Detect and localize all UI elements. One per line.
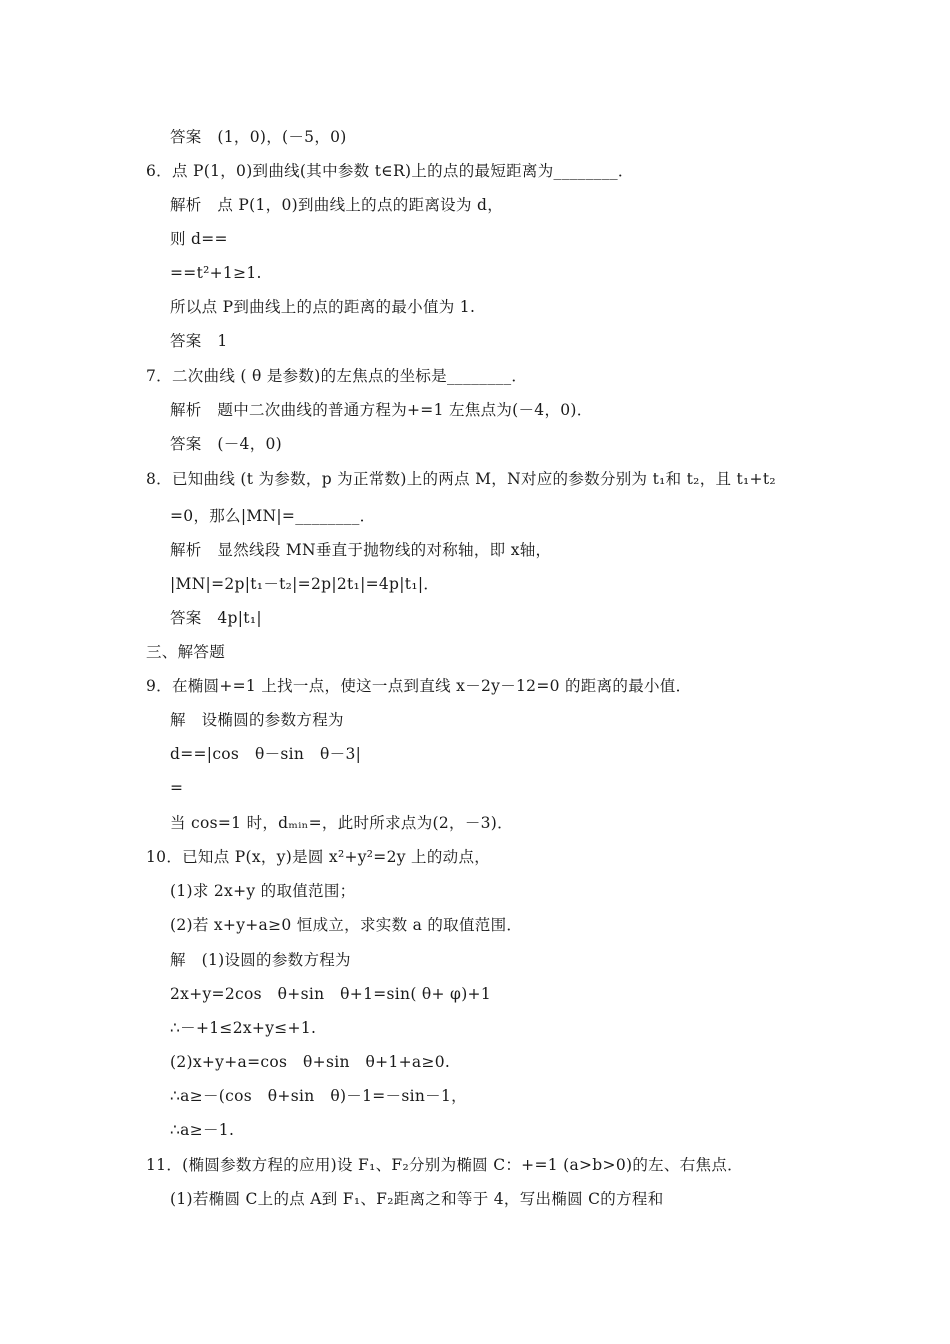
section-heading-3: 三、解答题 [146,643,226,661]
answer-6: 答案 1 [170,332,228,350]
solution-9-line-2: d==|cos θ－sin θ－3| [170,745,362,763]
question-9: 9．在椭圆+=1 上找一点，使这一点到直线 x－2y－12=0 的距离的最小值． [146,677,692,695]
question-7: 7．二次曲线 ( θ 是参数)的左焦点的坐标是________． [146,367,528,385]
analysis-6-line-3: ==t²+1≥1. [170,264,262,282]
question-11-part-1: (1)若椭圆 C上的点 A到 F₁、F₂距离之和等于 4，写出椭圆 C的方程和 [170,1190,664,1208]
question-10: 10．已知点 P(x，y)是圆 x²+y²=2y 上的动点， [146,848,491,866]
question-10-part-1: (1)求 2x+y 的取值范围； [170,882,356,900]
question-11: 11．(椭圆参数方程的应用)设 F₁、F₂分别为椭圆 C：+=1 (a>b>0)的左、右焦点． [146,1156,743,1174]
question-8-line-2: =0，那么|MN|=________． [170,507,376,525]
analysis-6-line-2: 则 d== [170,230,228,248]
analysis-7: 解析 题中二次曲线的普通方程为+=1 左焦点为(－4，0)． [170,401,593,419]
analysis-8-line-2: |MN|=2p|t₁－t₂|=2p|2t₁|=4p|t₁|． [170,575,440,593]
solution-9-line-4: 当 cos=1 时，dₘᵢₙ=，此时所求点为(2，－3)． [170,814,513,832]
answer-8: 答案 4p|t₁| [170,609,262,627]
solution-10-line-1: 解 (1)设圆的参数方程为 [170,951,351,969]
question-6: 6．点 P(1，0)到曲线(其中参数 t∈R)上的点的最短距离为________． [146,162,634,180]
solution-10-line-3: ∴－+1≤2x+y≤+1. [170,1019,317,1037]
solution-10-line-6: ∴a≥－1. [170,1121,235,1139]
question-10-part-2: (2)若 x+y+a≥0 恒成立，求实数 a 的取值范围． [170,916,523,934]
analysis-6-line-4: 所以点 P到曲线上的点的距离的最小值为 1. [170,298,476,316]
solution-10-line-4: (2)x+y+a=cos θ+sin θ+1+a≥0. [170,1053,451,1071]
answer-7: 答案 (－4，0) [170,435,283,453]
analysis-8-line-1: 解析 显然线段 MN垂直于抛物线的对称轴，即 x轴， [170,541,552,559]
solution-9-line-3: = [170,779,184,797]
solution-10-line-2: 2x+y=2cos θ+sin θ+1=sin( θ+ φ)+1 [170,985,492,1003]
analysis-6-line-1: 解析 点 P(1，0)到曲线上的点的距离设为 d， [170,196,504,214]
solution-9-line-1: 解 设椭圆的参数方程为 [170,711,344,729]
solution-10-line-5: ∴a≥－(cos θ+sin θ)－1=－sin－1， [170,1087,467,1105]
question-8-line-1: 8．已知曲线 (t 为参数，p 为正常数)上的两点 M，N对应的参数分别为 t₁和 t₂，且 t₁+t₂ [146,470,776,488]
answer-5: 答案 (1，0)，(－5，0) [170,128,347,146]
